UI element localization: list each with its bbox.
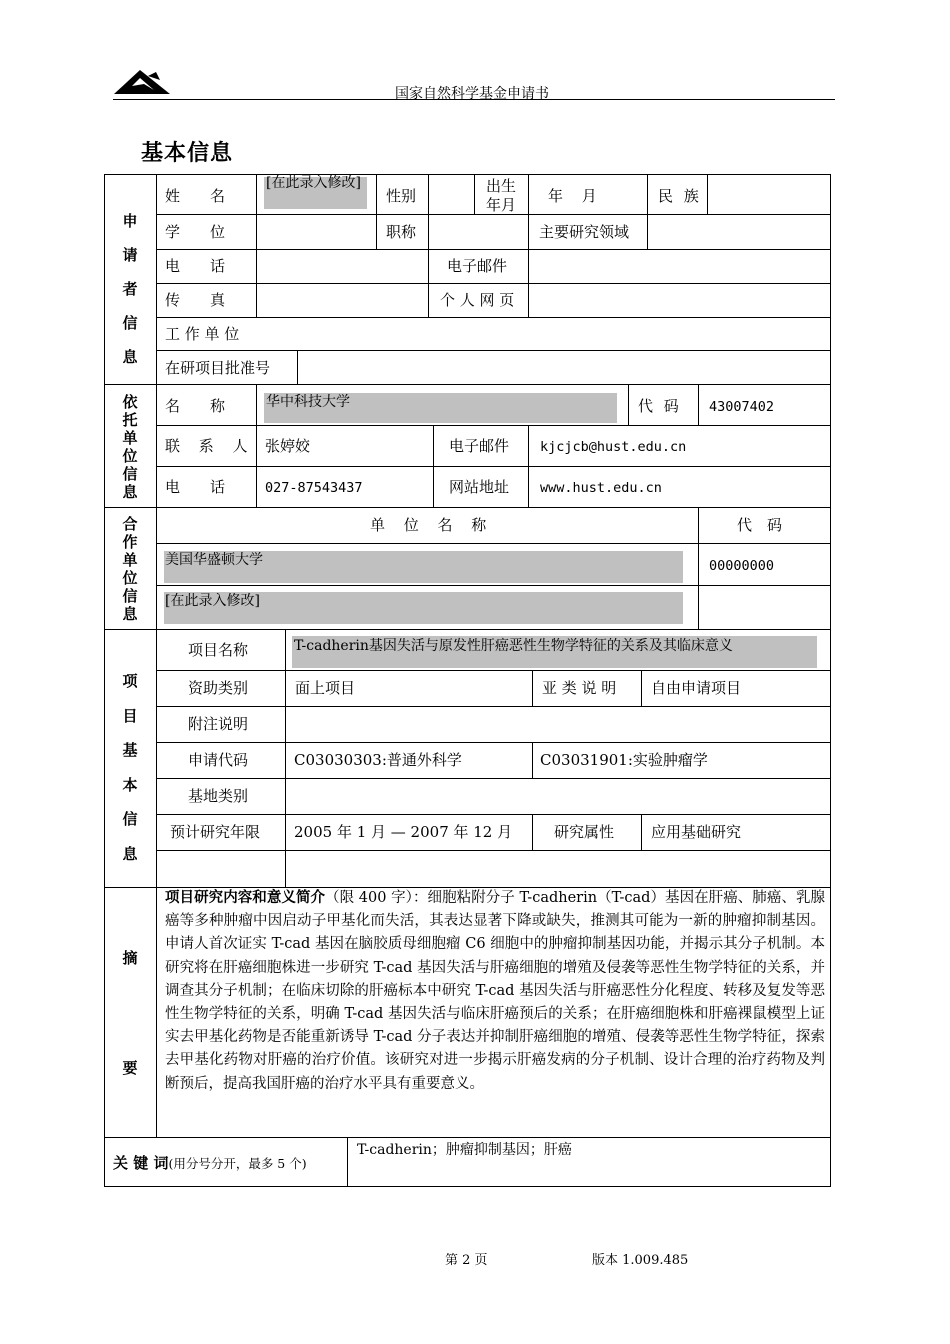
institution-phone-value: 027-87543437	[265, 480, 363, 496]
row-divider	[156, 214, 831, 215]
institution-name-field[interactable]: 华中科技大学	[266, 394, 350, 410]
left-column-divider	[156, 174, 157, 887]
row-divider	[156, 670, 831, 671]
website-value[interactable]: www.hust.edu.cn	[540, 480, 662, 496]
abstract-heading: 项目研究内容和意义简介	[165, 889, 326, 906]
header-title: 国家自然科学基金申请书	[395, 86, 549, 102]
abstract-section-label-top: 摘	[122, 949, 138, 967]
row-divider	[156, 350, 831, 351]
homepage-label: 个 人 网 页	[440, 291, 515, 309]
workplace-label: 工 作 单 位	[165, 325, 240, 343]
section-divider	[104, 507, 831, 508]
project-section-label: 项目基本信息	[122, 672, 138, 863]
row-divider	[156, 543, 831, 544]
abstract-left-divider	[156, 887, 157, 1137]
keywords-field[interactable]: T-cadherin；肿瘤抑制基因；肝癌	[357, 1142, 572, 1158]
institution-code-value: 43007402	[709, 399, 775, 415]
subtype-label: 亚 类 说 明	[542, 679, 617, 697]
cell-divider	[628, 384, 629, 425]
birth-value[interactable]: 年 月	[548, 187, 597, 205]
cell-divider	[532, 814, 533, 850]
version-label: 版本 1.009.485	[592, 1253, 689, 1268]
cell-divider	[707, 174, 708, 214]
section-divider	[104, 629, 831, 630]
applicant-name-field[interactable]: [在此录入修改]	[266, 175, 361, 191]
cell-divider	[698, 384, 699, 425]
cell-divider	[641, 670, 642, 706]
funding-type-label: 资助类别	[188, 679, 249, 697]
project-name-label: 项目名称	[188, 641, 249, 659]
cell-divider	[647, 174, 648, 249]
cell-divider	[285, 629, 286, 887]
birth-label-cell	[486, 177, 522, 213]
row-divider	[156, 706, 831, 707]
project-no-label: 在研项目批准号	[165, 359, 271, 377]
institution-code-label: 代 码	[638, 397, 679, 415]
base-type-label: 基地类别	[188, 787, 249, 805]
cell-divider	[528, 425, 529, 507]
project-name-field[interactable]: T-cadherin基因失活与原发性肝癌恶性生物学特征的关系及其临床意义	[294, 638, 733, 654]
partner-code-value: 00000000	[709, 558, 775, 574]
cell-divider	[428, 249, 429, 317]
partner-name-header: 单 位 名 称	[370, 516, 487, 534]
contact-value: 张婷姣	[265, 437, 311, 455]
row-divider	[156, 425, 831, 426]
funding-type-value: 面上项目	[295, 679, 356, 697]
cell-divider	[532, 742, 533, 778]
keywords-label: 关 键 词	[113, 1154, 169, 1172]
keywords-label-cell	[113, 1153, 307, 1174]
apply-code-label: 申请代码	[188, 751, 249, 769]
partner-code-header: 代 码	[737, 516, 783, 534]
page-title: 基本信息	[141, 140, 234, 166]
attribute-label: 研究属性	[554, 823, 615, 841]
row-divider	[156, 742, 831, 743]
abstract-section-label-bottom: 要	[122, 1059, 138, 1077]
section-divider	[104, 384, 831, 385]
institution-phone-label: 电 话	[165, 478, 226, 496]
period-value: 2005 年 1 月 — 2007 年 12 月	[294, 823, 513, 841]
header-divider	[113, 99, 835, 100]
applicant-phone-label: 电 话	[165, 257, 226, 275]
cell-divider	[433, 425, 434, 507]
cell-divider	[474, 174, 475, 214]
attribute-value: 应用基础研究	[651, 823, 742, 841]
row-divider	[156, 585, 831, 586]
abstract-limit: （限 400 字）：	[325, 890, 428, 906]
cell-divider	[376, 174, 377, 249]
cell-divider	[641, 814, 642, 850]
cell-divider	[698, 507, 699, 629]
institution-name-label: 名 称	[165, 397, 226, 415]
cell-divider	[256, 384, 257, 507]
contact-label: 联 系 人	[165, 437, 248, 455]
abstract-body[interactable]: 细胞粘附分子 T-cadherin（T-cad）基因在肝癌、肺癌、乳腺癌等多种肿瘤中因启动子甲基化而失活，其表达显著下降或缺失，推测其可能为一新的肿瘤抑制基因。申请人首次证实 T-cad 基因在脑胶质母细胞瘤 C6 细胞中的肿瘤抑制基因功能，并揭示其分子机制。本研究将在肝癌细胞株进一步研究 T-cad 基因失活与肝癌细胞的增殖及侵袭等恶性生物学特征的关系，并调查其分子机制；在临床切除的肝癌标本中研究 T-cad 基因失活与肝癌恶性分化程度、转移及复发等恶性生物学特征的关系，明确 T-cad 基因失活与临床肝癌预后的关系；在肝癌细胞株和肝癌裸鼠模型上证实去甲基化药物是否能重新诱导 T-cad 分子表达并抑制肝癌细胞的增殖、侵袭等恶性生物学特征，探索去甲基化药物对肝癌的治疗价值。该研究对进一步揭示肝癌发病的分子机制、设计合理的治疗药物及判断预后，提高我国肝癌的治疗水平具有重要意义。	[165, 890, 826, 1092]
gender-label: 性别	[386, 187, 417, 205]
cell-divider	[528, 174, 529, 317]
row-divider	[156, 466, 831, 467]
page-number: 第 2 页	[445, 1253, 488, 1268]
keywords-hint: (用分号分开，最多 5 个)	[168, 1156, 307, 1171]
row-divider	[156, 283, 831, 284]
row-divider	[156, 814, 831, 815]
section-divider	[104, 1137, 831, 1138]
cell-divider	[256, 174, 257, 317]
abstract-text-block	[165, 886, 825, 1096]
nsfc-logo-icon	[114, 68, 170, 96]
institution-section-label: 依托单位信息	[122, 393, 138, 501]
partner-name-field[interactable]: 美国华盛顿大学	[165, 552, 263, 568]
fax-label: 传 真	[165, 291, 226, 309]
apply-code-1: C03030303:普通外科学	[294, 751, 462, 769]
website-label: 网站地址	[449, 478, 510, 496]
row-divider	[156, 778, 831, 779]
institution-email-label: 电子邮件	[449, 437, 510, 455]
cell-divider	[532, 670, 533, 706]
row-divider	[156, 850, 831, 851]
applicant-email-label: 电子邮件	[447, 257, 508, 275]
degree-label: 学 位	[165, 223, 226, 241]
applicant-section-label: 申请者信息	[122, 212, 138, 366]
research-field-label: 主要研究领域	[539, 223, 630, 241]
row-divider	[156, 249, 831, 250]
cell-divider	[297, 350, 298, 384]
ethnicity-label: 民 族	[658, 187, 699, 205]
partner-section-label: 合作单位信息	[122, 515, 138, 623]
subtype-value: 自由申请项目	[651, 679, 742, 697]
row-divider	[156, 317, 831, 318]
note-label: 附注说明	[188, 715, 249, 733]
cell-divider	[428, 174, 429, 249]
institution-email-value[interactable]: kjcjcb@hust.edu.cn	[540, 439, 687, 455]
apply-code-2: C03031901:实验肿瘤学	[540, 751, 708, 769]
birth-label: 出生年月	[486, 177, 517, 213]
title-label: 职称	[386, 223, 417, 241]
period-label: 预计研究年限	[170, 823, 261, 841]
partner-name-field[interactable]: [在此录入修改]	[165, 593, 260, 609]
cell-divider	[347, 1137, 348, 1187]
applicant-name-label: 姓 名	[165, 187, 226, 205]
